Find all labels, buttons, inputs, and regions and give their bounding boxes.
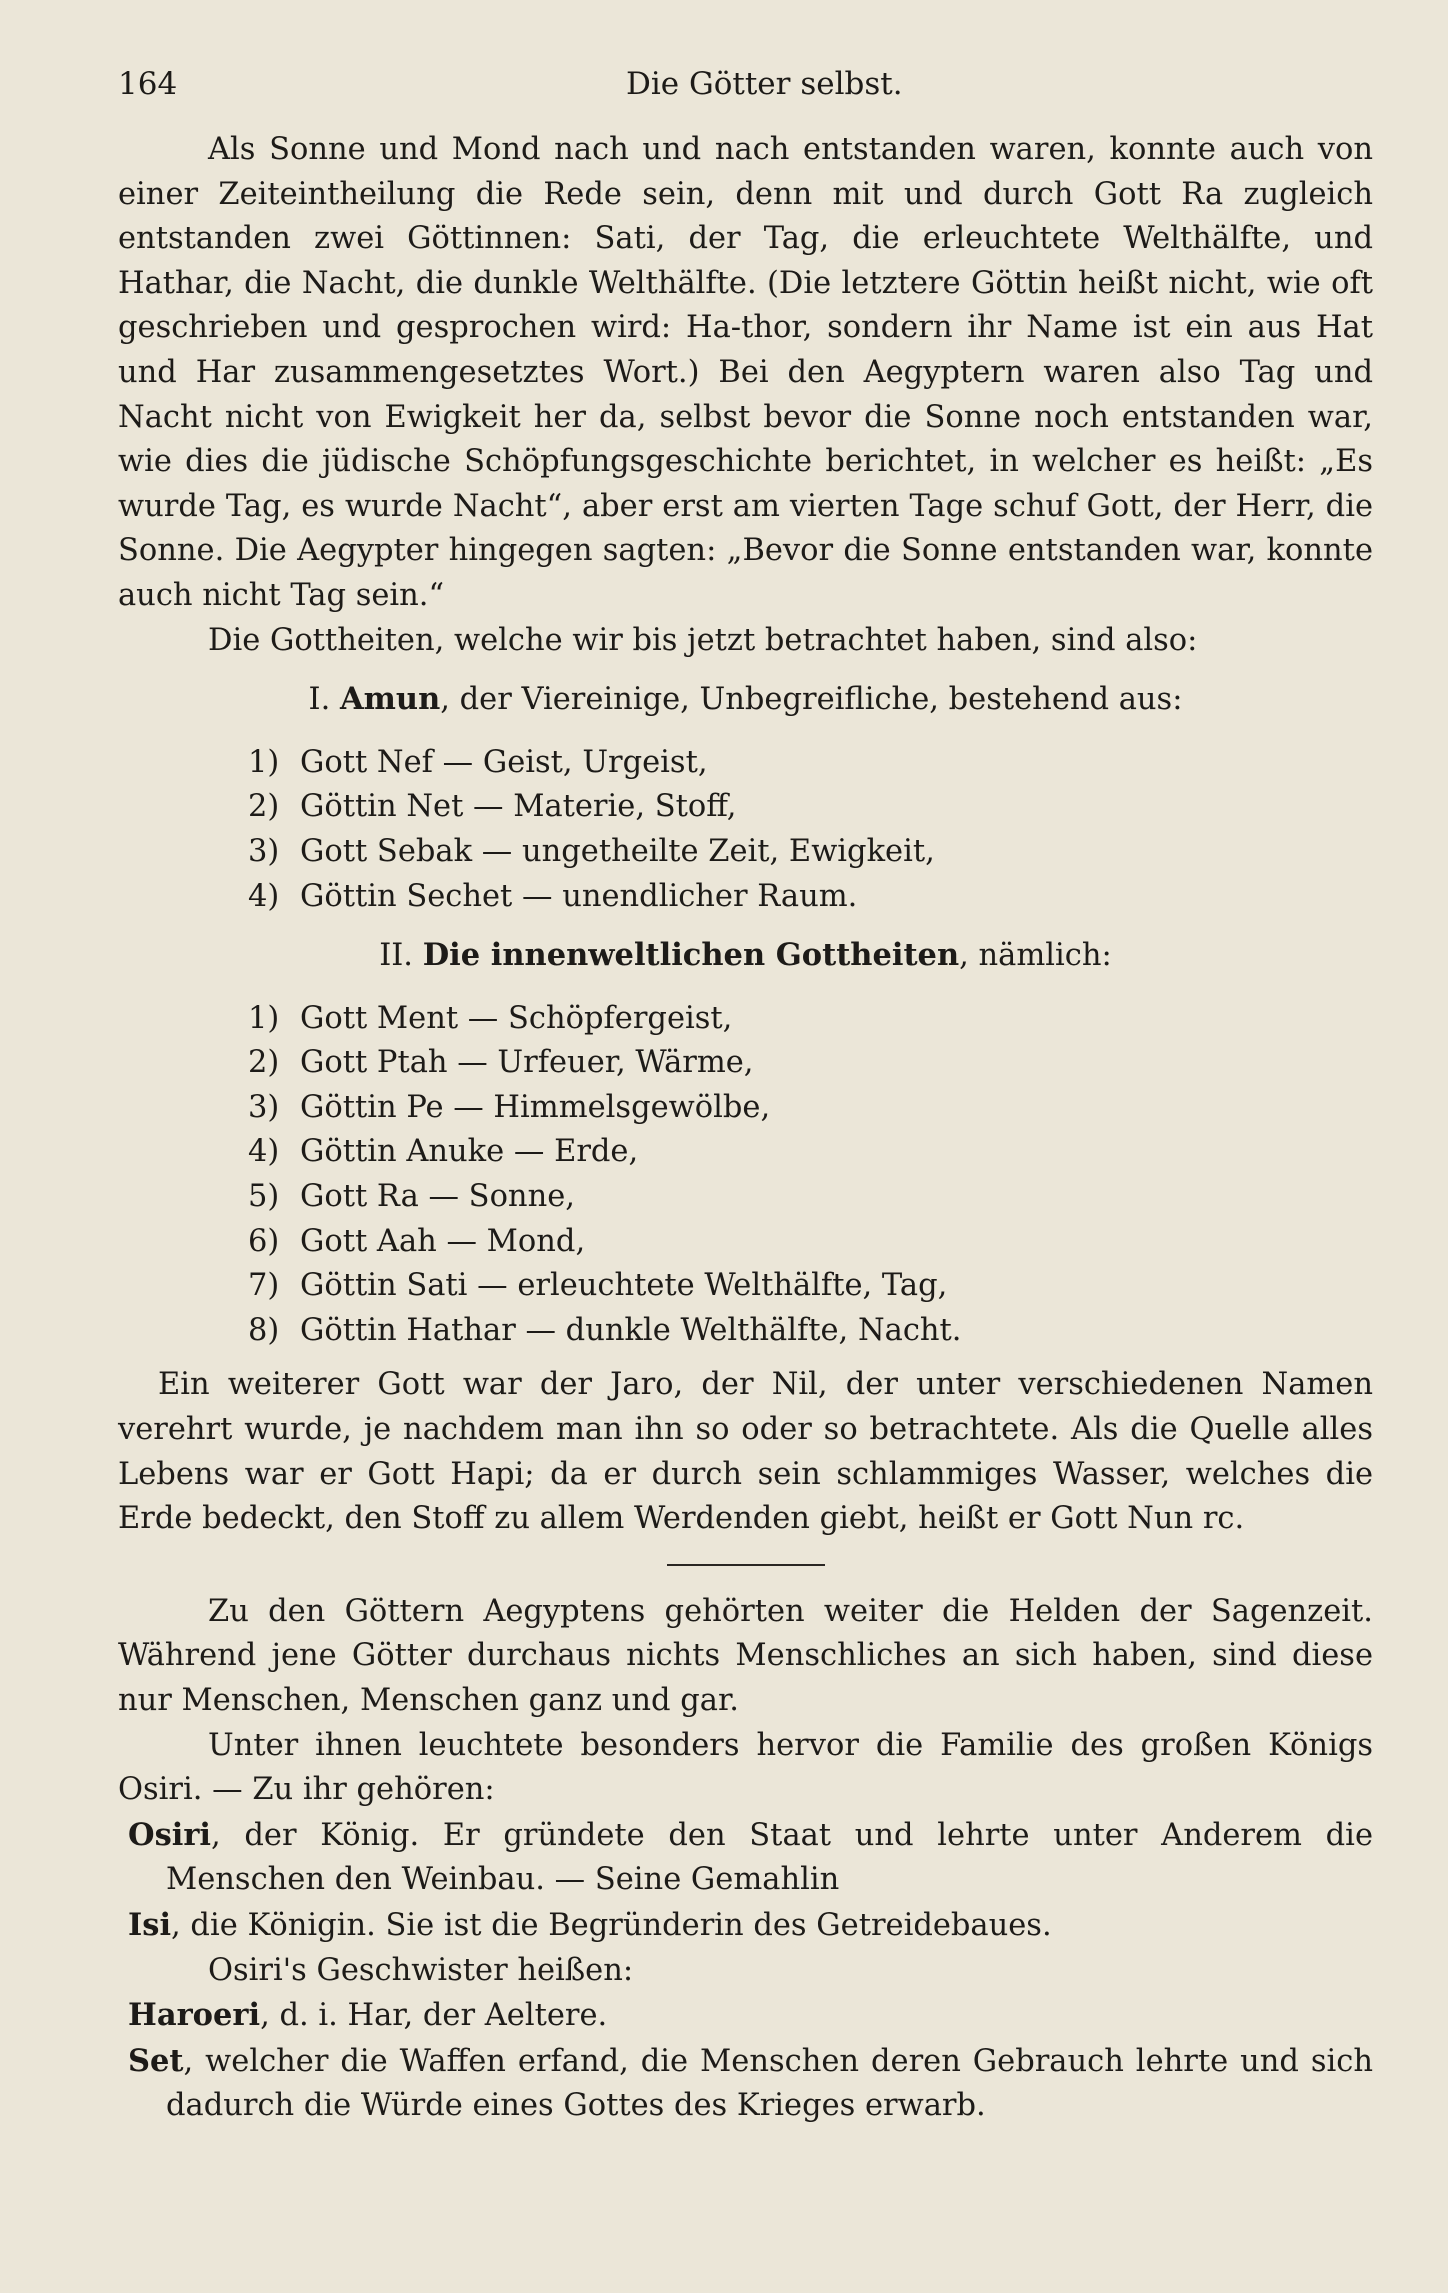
item-text: Göttin Hathar — dunkle Welthälfte, Nacht. (300, 1312, 962, 1348)
item-number: 6) (248, 1223, 280, 1259)
page-body (118, 128, 1373, 2129)
section-2-heading (118, 933, 1373, 979)
item-text: Göttin Pe — Himmelsgewölbe, (300, 1089, 771, 1125)
item-text: Göttin Anuke — Erde, (300, 1134, 639, 1170)
section-2-list (118, 997, 1373, 1354)
isi-entry (118, 1903, 1373, 1949)
set-name: Set (128, 2042, 184, 2079)
list-item (118, 1041, 1373, 1086)
item-text: Gott Aah — Mond, (300, 1223, 586, 1259)
section-1-numeral: I. (308, 682, 331, 718)
item-text: Gott Ptah — Urfeuer, Wärme, (300, 1045, 754, 1081)
osiri-text: , der König. Er gründete den Staat und lehrte unter Anderem die Menschen den Weinbau. — Seine Gemahlin (166, 1817, 1373, 1898)
list-item (118, 1220, 1373, 1265)
set-text: , welcher die Waffen erfand, die Menschen deren Gebrauch lehrte und sich dadurch die Würde eines Gottes des Krieges erwarb. (166, 2043, 1373, 2124)
heroes-paragraph-1: Zu den Göttern Aegyptens gehörten weiter die Helden der Sagenzeit. Während jene Götter durchaus nichts Menschliches an sich haben, sind diese nur Menschen, Menschen ganz und gar. (118, 1593, 1373, 1718)
item-number: 8) (248, 1312, 280, 1348)
list-item (118, 1130, 1373, 1175)
siblings-line: Osiri's Geschwister heißen: (208, 1952, 634, 1988)
running-title: Die Götter selbst. (626, 66, 903, 102)
list-item (118, 1309, 1373, 1354)
item-text: Gott Ment — Schöpfergeist, (300, 1000, 733, 1036)
intro-paragraph-1: Als Sonne und Mond nach und nach entstanden waren, konnte auch von einer Zeiteintheilung die Rede sein, denn mit und durch Gott Ra zugleich entstanden zwei Göttinnen: Sati, der Tag, die erleuchtete Welthälfte, und Hathar, die Nacht, die dunkle Welthälfte. (Die letztere Göttin heißt nicht, wie oft geschrieben und gesprochen wird: Ha-thor, sondern ihr Name ist ein aus Hat und Har zusammengesetztes Wort.) Bei den Aegyptern waren also Tag und Nacht nicht von Ewigkeit her da, selbst bevor die Sonne noch entstanden war, wie dies die jüdische Schöpfungsgeschichte berichtet, in welcher es heißt: „Es wurde Tag, es wurde Nacht“, aber erst am vierten Tage schuf Gott, der Herr, die Sonne. Die Aegypter hingegen sagten: „Bevor die Sonne entstanden war, konnte auch nicht Tag sein.“ (118, 132, 1373, 613)
item-text: Göttin Net — Materie, Stoff, (300, 789, 737, 825)
item-number: 1) (248, 1000, 280, 1036)
haroeri-name: Haroeri (128, 1997, 261, 2034)
haroeri-entry (118, 1993, 1373, 2039)
list-item (118, 1264, 1373, 1309)
list-item (118, 830, 1373, 875)
list-item (118, 785, 1373, 830)
isi-text: , die Königin. Sie ist die Begründerin des Getreidebaues. (171, 1907, 1052, 1943)
item-text: Gott Nef — Geist, Urgeist, (300, 744, 708, 780)
section-2-rest: , nämlich: (959, 938, 1112, 974)
item-number: 4) (248, 1134, 280, 1170)
item-number: 3) (248, 833, 280, 869)
osiri-name: Osiri (128, 1816, 211, 1853)
set-entry (118, 2039, 1373, 2129)
item-text: Gott Sebak — ungetheilte Zeit, Ewigkeit, (300, 833, 935, 869)
item-number: 1) (248, 744, 280, 780)
nile-paragraph: Ein weiterer Gott war der Jaro, der Nil, der unter verschiedenen Namen verehrt wurde, je nachdem man ihn so oder so betrachtete. Als die Quelle alles Lebens war er Gott Hapi; da er durch sein schlammiges Wasser, welches die Erde bedeckt, den Stoff zu allem Werdenden giebt, heißt er Gott Nun rc. (118, 1367, 1373, 1537)
page-number: 164 (118, 66, 178, 102)
item-text: Gott Ra — Sonne, (300, 1179, 575, 1215)
heroes-paragraph-2: Unter ihnen leuchtete besonders hervor die Familie des großen Königs Osiri. — Zu ihr gehören: (118, 1727, 1373, 1808)
item-text: Göttin Sechet — unendlicher Raum. (300, 878, 858, 914)
section-1-rest: , der Viereinige, Unbegreifliche, bestehend aus: (440, 682, 1183, 718)
haroeri-text: , d. i. Har, der Aeltere. (260, 1998, 608, 2034)
item-number: 4) (248, 878, 280, 914)
section-divider (667, 1564, 825, 1566)
item-number: 2) (248, 789, 280, 825)
osiri-entry (118, 1813, 1373, 1903)
item-number: 2) (248, 1045, 280, 1081)
isi-name: Isi (128, 1906, 172, 1943)
item-text: Göttin Sati — erleuchtete Welthälfte, Tag, (300, 1268, 948, 1304)
section-2-numeral: II. (379, 938, 413, 974)
page-header (118, 66, 1378, 106)
list-item (118, 741, 1373, 786)
item-number: 3) (248, 1089, 280, 1125)
section-1-list (118, 741, 1373, 919)
list-item (118, 997, 1373, 1042)
section-2-name: Die innenweltlichen Gottheiten (422, 937, 960, 974)
section-1-heading (118, 677, 1373, 723)
list-item (118, 875, 1373, 920)
section-1-name: Amun (339, 681, 441, 718)
item-number: 5) (248, 1179, 280, 1215)
item-number: 7) (248, 1268, 280, 1304)
list-item (118, 1086, 1373, 1131)
intro-paragraph-2: Die Gottheiten, welche wir bis jetzt betrachtet haben, sind also: (208, 622, 1198, 658)
list-item (118, 1175, 1373, 1220)
